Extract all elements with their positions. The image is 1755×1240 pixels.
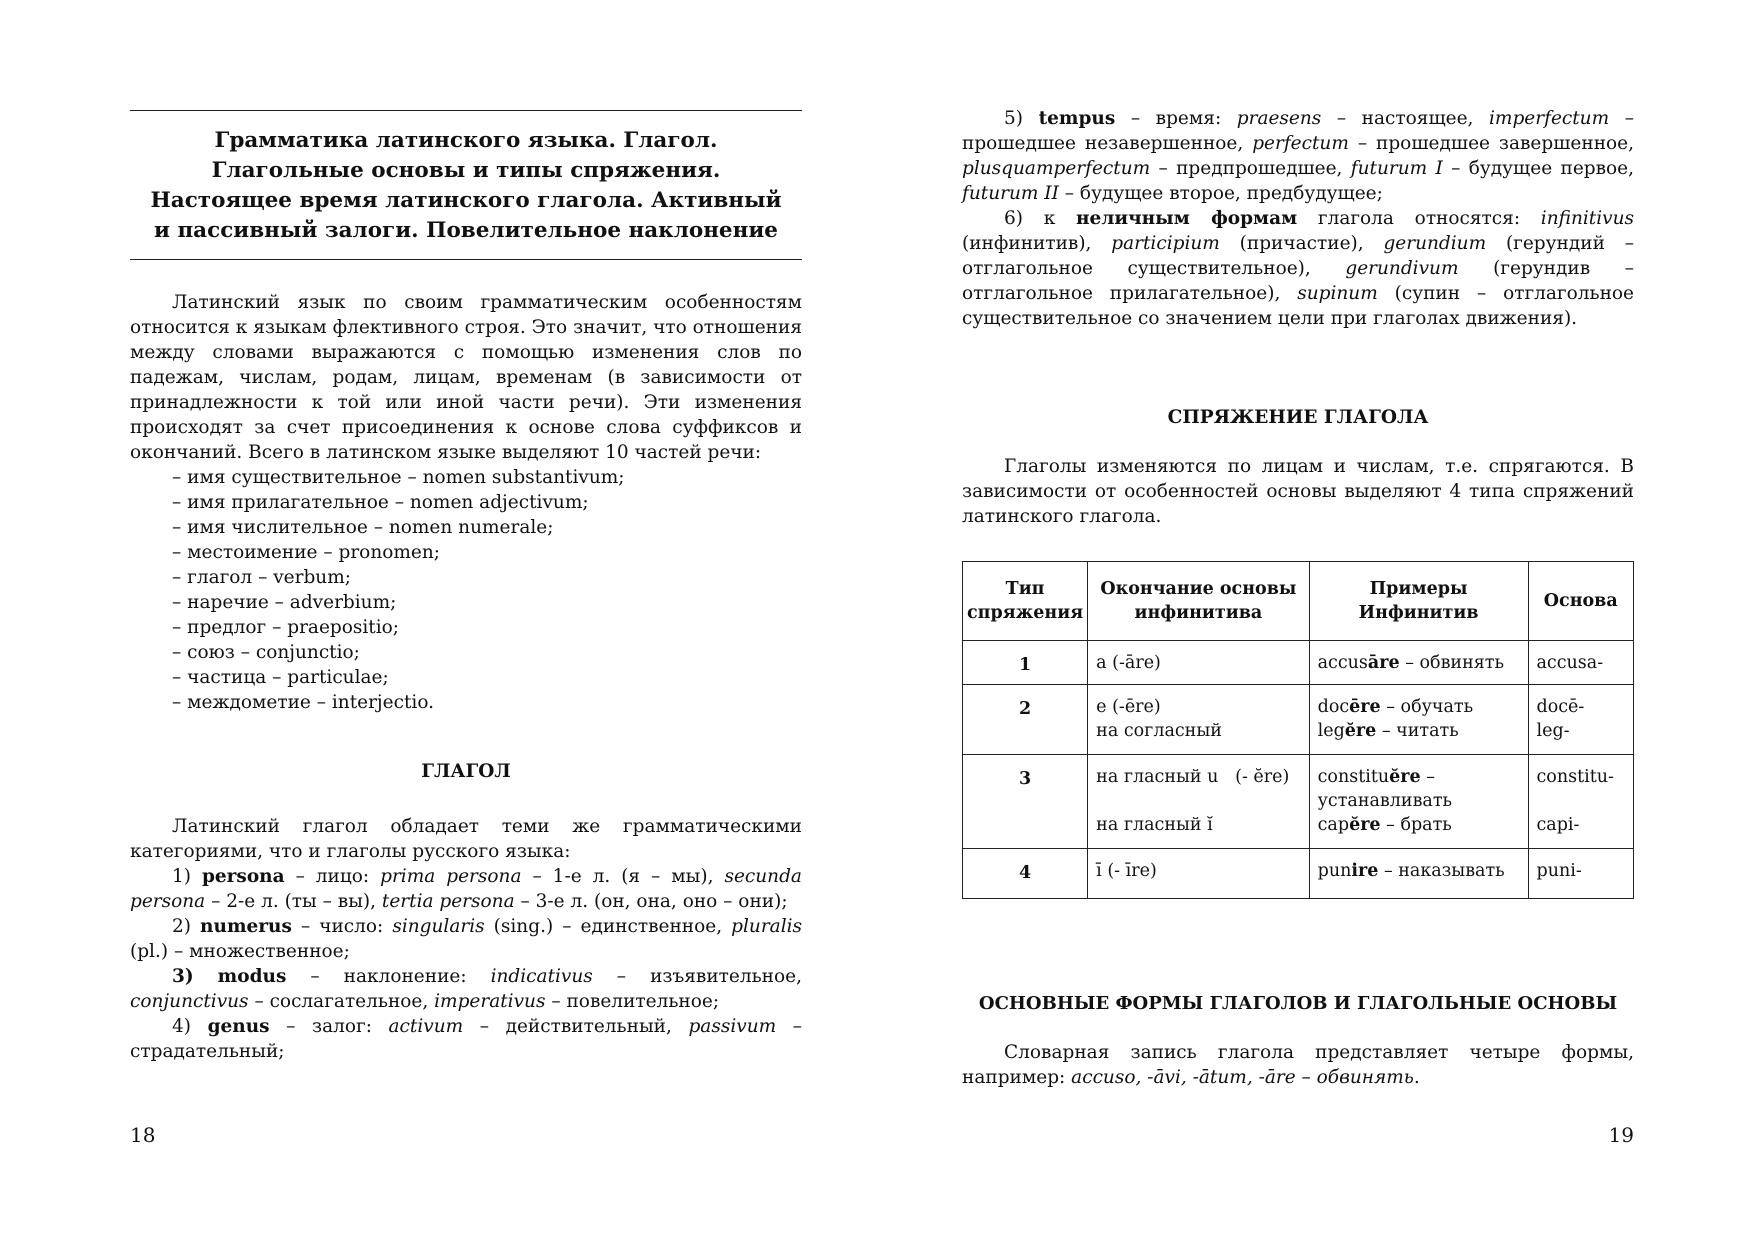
type-cell: 4	[963, 849, 1088, 899]
ending-cell: ī (- īre)	[1088, 849, 1309, 899]
header-ending: Окончание основы инфинитива	[1088, 562, 1309, 641]
type-cell: 1	[963, 641, 1088, 685]
header-examples: Примеры Инфинитив	[1309, 562, 1528, 641]
example-cell: punire – наказывать	[1309, 849, 1528, 899]
title-bottom-rule	[130, 259, 802, 260]
chapter-title-line: Глагольные основы и типы спряжения.	[211, 158, 721, 183]
list-item: – предлог – praepositio;	[172, 617, 400, 638]
left-page	[130, 0, 802, 1240]
conjugation-heading: СПРЯЖЕНИЕ ГЛАГОЛА	[1167, 407, 1429, 428]
list-item: – наречие – adverbium;	[172, 592, 397, 613]
example-cell: docēre – обучать legĕre – читать	[1309, 685, 1528, 755]
header-type: Тип спряжения	[963, 562, 1088, 641]
list-item: – местоимение – pronomen;	[172, 542, 441, 563]
stem-cell: accusa-	[1528, 641, 1634, 685]
list-item: – имя числительное – nomen numerale;	[172, 517, 554, 538]
page-number-right: 19	[1608, 1123, 1634, 1147]
table-row	[963, 641, 1634, 685]
table-row	[963, 849, 1634, 899]
stem-cell: constitu- capi-	[1528, 755, 1634, 849]
category-tempus: 5) tempus – время: praesens – настоящее, imperfectum – прошедшее незавершенное, perfectum – прошедшее завершенное, plusquamperfectum – предпрошедшее, futurum I – будущее первое, futurum II – будущее второе, предбудущее;	[962, 108, 1634, 204]
intro-paragraph: Латинский язык по своим грамматическим особенностям относится к языкам флективного строя. Это значит, что отношения между словами выражаются с помощью изменения слов по падежам, числам, родам, лицам, временам (в зависимости от принадлежности к той или иной части речи). Эти изменения происходят за счет присоединения к основе слова суффиксов и окончаний. Всего в латинском языке выделяют 10 частей речи:	[130, 292, 802, 463]
right-page	[962, 0, 1634, 1240]
forms-heading: ОСНОВНЫЕ ФОРМЫ ГЛАГОЛОВ И ГЛАГОЛЬНЫЕ ОСНОВЫ	[978, 993, 1618, 1014]
ending-cell: на гласный u (- ĕre) на гласный ĭ	[1088, 755, 1309, 849]
example-cell: accusāre – обвинять	[1309, 641, 1528, 685]
verb-intro: Латинский глагол обладает теми же грамматическими категориями, что и глаголы русского языка:	[130, 816, 802, 862]
forms-intro: Словарная запись глагола представляет четыре формы, например: accuso, -āvi, -ātum, -āre – обвинять.	[962, 1042, 1634, 1088]
list-item: – глагол – verbum;	[172, 567, 351, 588]
category-modus: 3) modus – наклонение: indicativus – изъявительное, conjunctivus – сослагательное, imperativus – повелительное;	[130, 966, 802, 1012]
table-header-row	[963, 562, 1634, 641]
chapter-title	[130, 111, 802, 259]
list-item: – междометие – interjectio.	[172, 692, 435, 713]
list-item: – союз – conjunctio;	[172, 642, 360, 663]
table-row	[963, 755, 1634, 849]
category-persona: 1) persona – лицо: prima persona – 1-е л. (я – мы), secunda persona – 2-е л. (ты – вы), tertia persona – 3-е л. (он, она, оно – они);	[130, 866, 802, 912]
header-stem: Основа	[1528, 562, 1634, 641]
chapter-title-line: Грамматика латинского языка. Глагол.	[214, 128, 718, 153]
stem-cell: docē- leg-	[1528, 685, 1634, 755]
table-row	[963, 685, 1634, 755]
page-number-left: 18	[130, 1123, 156, 1147]
example-cell: constituĕre – устанавливать capĕre – брать	[1309, 755, 1528, 849]
parts-of-speech-list	[130, 465, 802, 715]
stem-cell: puni-	[1528, 849, 1634, 899]
category-nonfinite: 6) к неличным формам глагола относятся: infinitivus (инфинитив), participium (причастие), gerundium (герундий – отглагольное существительное), gerundivum (герундив – отглагольное прилагательное), supinum (супин – отглагольное существительное со значением цели при глаголах движения).	[962, 208, 1634, 329]
ending-cell: e (-ēre) на согласный	[1088, 685, 1309, 755]
conjugation-table	[962, 561, 1634, 899]
chapter-title-line: Настоящее время латинского глагола. Активный	[150, 188, 782, 213]
verb-heading: ГЛАГОЛ	[421, 761, 511, 782]
ending-cell: a (-āre)	[1088, 641, 1309, 685]
list-item: – имя существительное – nomen substantivum;	[172, 467, 625, 488]
chapter-title-line: и пассивный залоги. Повелительное наклонение	[154, 218, 778, 243]
list-item: – имя прилагательное – nomen adjectivum;	[172, 492, 589, 513]
conjugation-intro: Глаголы изменяются по лицам и числам, т.е. спрягаются. В зависимости от особенностей основы выделяют 4 типа спряжений латинского глагола.	[962, 456, 1634, 527]
list-item: – частица – particulae;	[172, 667, 389, 688]
type-cell: 3	[963, 755, 1088, 849]
type-cell: 2	[963, 685, 1088, 755]
category-genus: 4) genus – залог: activum – действительный, passivum – страдательный;	[130, 1016, 802, 1062]
category-numerus: 2) numerus – число: singularis (sing.) – единственное, pluralis (pl.) – множественное;	[130, 916, 803, 962]
